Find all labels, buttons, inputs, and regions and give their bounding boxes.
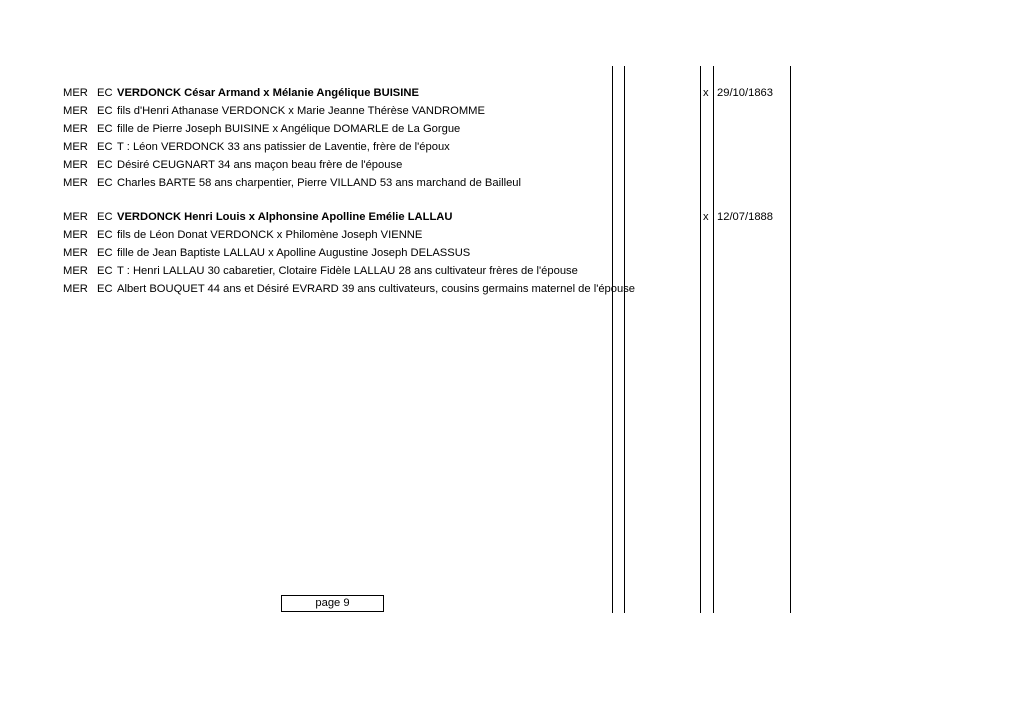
page-number: page 9 xyxy=(281,595,384,612)
column-rule xyxy=(612,66,613,613)
register-type: EC xyxy=(97,229,113,241)
register-code: MER xyxy=(63,105,88,117)
register-code: MER xyxy=(63,211,88,223)
record-text: Albert BOUQUET 44 ans et Désiré EVRARD 39 ans cultivateurs, cousins germains maternel de l'épouse xyxy=(117,283,636,295)
register-type: EC xyxy=(97,265,113,277)
record-text: fils d'Henri Athanase VERDONCK x Marie Jeanne Thérèse VANDROMME xyxy=(117,105,485,117)
record-text: fille de Pierre Joseph BUISINE x Angélique DOMARLE de La Gorgue xyxy=(117,123,461,135)
column-rule xyxy=(713,66,714,613)
register-type: EC xyxy=(97,87,113,99)
register-code: MER xyxy=(63,159,88,171)
marriage-mark: x xyxy=(703,211,709,223)
register-code: MER xyxy=(63,123,88,135)
record-text: fils de Léon Donat VERDONCK x Philomène Joseph VIENNE xyxy=(117,229,423,241)
register-type: EC xyxy=(97,283,113,295)
register-type: EC xyxy=(97,105,113,117)
marriage-title: VERDONCK Henri Louis x Alphonsine Apolline Emélie LALLAU xyxy=(117,211,453,223)
register-code: MER xyxy=(63,265,88,277)
register-code: MER xyxy=(63,141,88,153)
register-code: MER xyxy=(63,247,88,259)
record-text: Charles BARTE 58 ans charpentier, Pierre VILLAND 53 ans marchand de Bailleul xyxy=(117,177,522,189)
register-type: EC xyxy=(97,177,113,189)
register-code: MER xyxy=(63,229,88,241)
register-code: MER xyxy=(63,87,88,99)
register-code: MER xyxy=(63,177,88,189)
register-type: EC xyxy=(97,247,113,259)
marriage-date: 12/07/1888 xyxy=(717,211,773,223)
record-text: T : Léon VERDONCK 33 ans patissier de Laventie, frère de l'époux xyxy=(117,141,450,153)
record-text: Désiré CEUGNART 34 ans maçon beau frère de l'épouse xyxy=(117,159,403,171)
register-type: EC xyxy=(97,141,113,153)
marriage-date: 29/10/1863 xyxy=(717,87,773,99)
column-rule xyxy=(790,66,791,613)
column-rule xyxy=(624,66,625,613)
register-type: EC xyxy=(97,123,113,135)
register-type: EC xyxy=(97,159,113,171)
marriage-mark: x xyxy=(703,87,709,99)
column-rule xyxy=(700,66,701,613)
register-code: MER xyxy=(63,283,88,295)
marriage-title: VERDONCK César Armand x Mélanie Angélique BUISINE xyxy=(117,87,419,99)
record-text: T : Henri LALLAU 30 cabaretier, Clotaire Fidèle LALLAU 28 ans cultivateur frères de l'épouse xyxy=(117,265,578,277)
record-text: fille de Jean Baptiste LALLAU x Apolline Augustine Joseph DELASSUS xyxy=(117,247,471,259)
register-type: EC xyxy=(97,211,113,223)
